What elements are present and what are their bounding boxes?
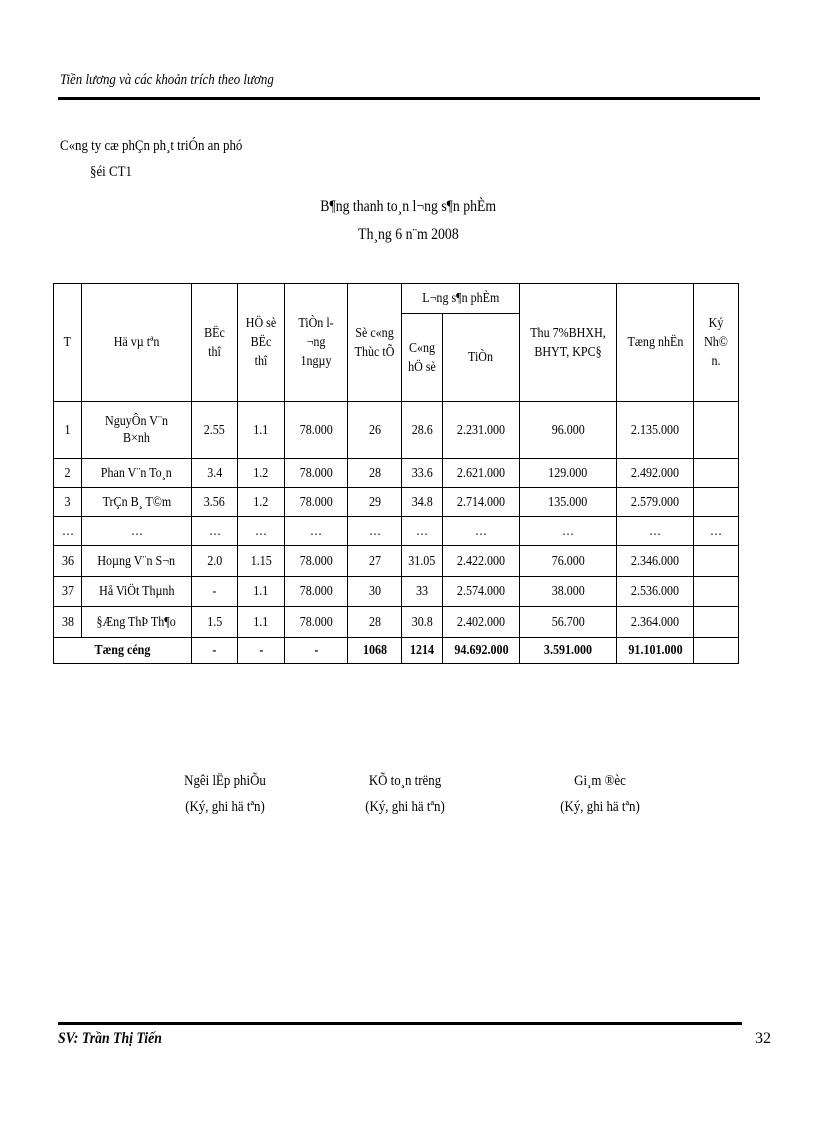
table-row [54,488,739,517]
cell-grade: 3.56 [192,488,238,517]
cell-work-coef: 34.8 [402,488,443,517]
signature-preparer [150,768,300,820]
cell-grade: 2.0 [192,546,238,577]
page-number: 32 [755,1030,771,1047]
header-rule [58,97,760,100]
table-row [54,546,739,577]
cell-coef: 1.1 [238,577,285,607]
total-total: 91.101.000 [617,638,694,664]
table-row [54,607,739,638]
header-total: Tæng nhËn [617,284,694,402]
cell-grade: 1.5 [192,607,238,638]
cell-stt: … [54,517,82,546]
cell-days: 30 [348,577,402,607]
cell-deduct: … [520,517,617,546]
cell-total: … [617,517,694,546]
cell-total: 2.579.000 [617,488,694,517]
cell-wage: 78.000 [285,607,348,638]
cell-total: 2.364.000 [617,607,694,638]
cell-grade: 2.55 [192,402,238,459]
header-coef: HÖ sè BËc thî [238,284,285,402]
header-sign: Ký Nh© n. [694,284,739,402]
cell-days: 29 [348,488,402,517]
document-title-text: B¶ng thanh to¸n l¬ng s¶n phÈm [320,198,496,215]
header-grade: BËc thî [192,284,238,402]
signature-role: KÕ to¸n trëng [368,773,442,789]
total-wage: - [285,638,348,664]
cell-money: … [443,517,520,546]
cell-name: Hå ViÖt Thµnh [82,577,192,607]
total-coef: - [238,638,285,664]
cell-total: 2.492.000 [617,459,694,488]
cell-wage: 78.000 [285,459,348,488]
signature-director [525,768,675,820]
header-name: Hä vµ tªn [82,284,192,402]
footer-rule [58,1022,742,1025]
cell-total: 2.346.000 [617,546,694,577]
total-row [54,638,739,664]
table-row [54,402,739,459]
document-date-text: Th¸ng 6 n¨m 2008 [357,226,459,243]
cell-money: 2.574.000 [443,577,520,607]
cell-coef: 1.1 [238,402,285,459]
header-days: Sè c«ng Thùc tÕ [348,284,402,402]
cell-days: 27 [348,546,402,577]
cell-total: 2.536.000 [617,577,694,607]
cell-sign [694,607,739,638]
cell-name: §Æng ThÞ Th¶o [82,607,192,638]
cell-sign: … [694,517,739,546]
cell-wage: 78.000 [285,577,348,607]
cell-deduct: 129.000 [520,459,617,488]
cell-name: Phan V¨n To¸n [82,459,192,488]
cell-stt: 3 [54,488,82,517]
cell-deduct: 56.700 [520,607,617,638]
cell-coef: … [238,517,285,546]
cell-money: 2.714.000 [443,488,520,517]
cell-wage: 78.000 [285,488,348,517]
header-work-coef: C«ng hÖ sè [402,314,443,402]
cell-stt: 2 [54,459,82,488]
header-deduct: Thu 7%BHXH, BHYT, KPC§ [520,284,617,402]
payroll-table [53,283,739,664]
company-name: C«ng ty cæ phÇn ph¸t triÓn an phó [60,138,243,154]
cell-name: TrÇn B¸ T©m [82,488,192,517]
cell-work-coef: 31.05 [402,546,443,577]
cell-days: 26 [348,402,402,459]
document-title [0,198,816,216]
signature-role: Ngêi lËp phiÕu [184,773,266,789]
document-date [0,226,816,244]
cell-money: 2.402.000 [443,607,520,638]
total-sign [694,638,739,664]
table-row [54,577,739,607]
total-days: 1068 [348,638,402,664]
header-money: TiÒn [443,314,520,402]
signature-note: (Ký, ghi hä tªn) [560,799,640,815]
cell-total: 2.135.000 [617,402,694,459]
cell-days: … [348,517,402,546]
cell-stt: 37 [54,577,82,607]
cell-work-coef: … [402,517,443,546]
cell-stt: 38 [54,607,82,638]
total-work-coef: 1214 [402,638,443,664]
cell-work-coef: 28.6 [402,402,443,459]
cell-sign [694,488,739,517]
header-title: Tiền lương và các khoản trích theo lương [60,72,274,88]
total-label: Tæng céng [54,638,192,664]
cell-name: Hoµng V¨n S¬n [82,546,192,577]
cell-name: NguyÔn V¨n B×nh [82,402,192,459]
header-wage: TiÒn l¬ng 1ngµy [285,284,348,402]
cell-deduct: 96.000 [520,402,617,459]
student-name: SV: Trần Thị Tiến [58,1030,162,1047]
cell-coef: 1.1 [238,607,285,638]
cell-wage: 78.000 [285,402,348,459]
cell-money: 2.231.000 [443,402,520,459]
cell-stt: 1 [54,402,82,459]
total-money: 94.692.000 [443,638,520,664]
cell-days: 28 [348,607,402,638]
header-stt: T [54,284,82,402]
cell-stt: 36 [54,546,82,577]
cell-sign [694,546,739,577]
cell-coef: 1.15 [238,546,285,577]
cell-work-coef: 33.6 [402,459,443,488]
total-deduct: 3.591.000 [520,638,617,664]
total-grade: - [192,638,238,664]
cell-coef: 1.2 [238,459,285,488]
table-row [54,517,739,546]
cell-sign [694,402,739,459]
table-row [54,459,739,488]
cell-money: 2.621.000 [443,459,520,488]
cell-wage: 78.000 [285,546,348,577]
signature-accountant [330,768,480,820]
signature-role: Gi¸m ®èc [574,773,626,789]
cell-deduct: 76.000 [520,546,617,577]
header-product-wage: L¬ng s¶n phÈm [402,284,520,314]
cell-sign [694,459,739,488]
cell-grade: … [192,517,238,546]
cell-grade: 3.4 [192,459,238,488]
cell-coef: 1.2 [238,488,285,517]
cell-wage: … [285,517,348,546]
cell-sign [694,577,739,607]
signature-note: (Ký, ghi hä tªn) [365,799,445,815]
cell-work-coef: 33 [402,577,443,607]
cell-name: … [82,517,192,546]
cell-days: 28 [348,459,402,488]
cell-money: 2.422.000 [443,546,520,577]
signature-note: (Ký, ghi hä tªn) [185,799,265,815]
cell-grade: - [192,577,238,607]
cell-deduct: 38.000 [520,577,617,607]
cell-work-coef: 30.8 [402,607,443,638]
cell-deduct: 135.000 [520,488,617,517]
unit-name: §éi CT1 [90,164,132,180]
